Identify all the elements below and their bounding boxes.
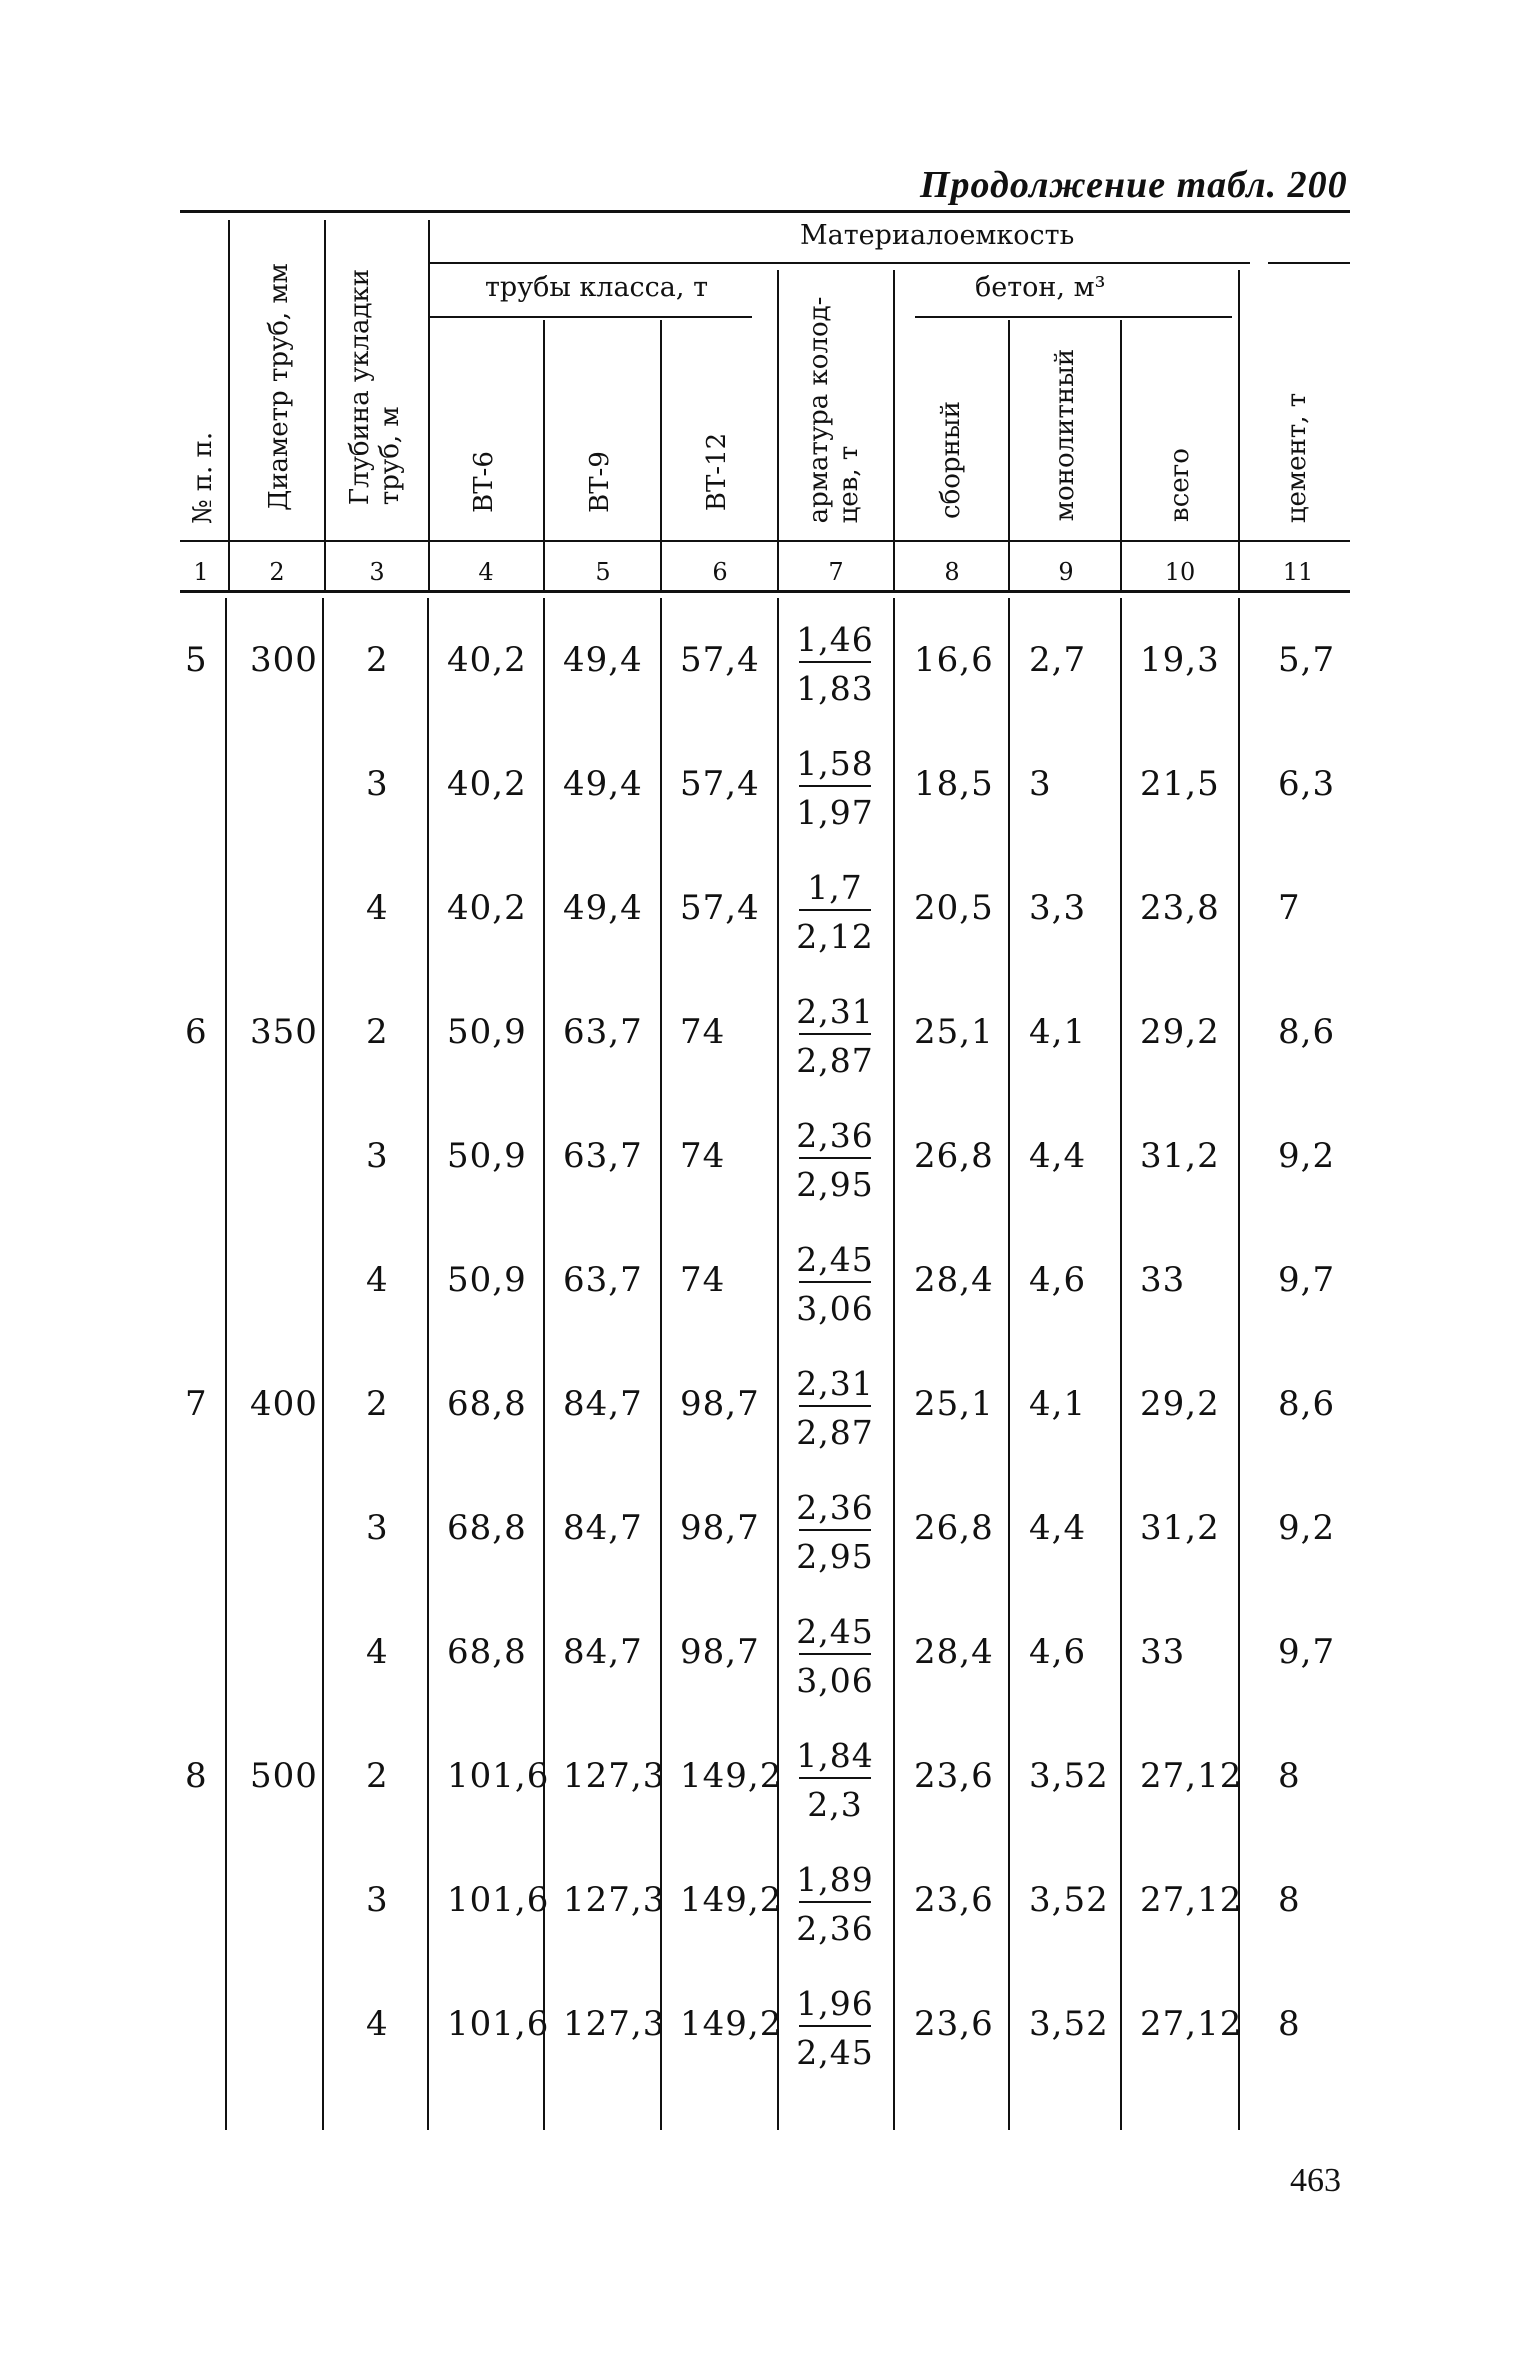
precast-value: 28,4 [914, 1632, 994, 1672]
total-value: 19,3 [1140, 640, 1220, 680]
rebar-fraction [795, 1736, 875, 1824]
rebar-top-value: 2,31 [796, 1364, 874, 1403]
header-pipes-class: трубы класса, т [485, 272, 709, 303]
rebar-fraction [795, 1860, 875, 1948]
bt12-value: 149,2 [680, 2004, 783, 2044]
precast-value: 18,5 [914, 764, 994, 804]
col-divider [1238, 270, 1240, 590]
depth-value: 2 [366, 1012, 389, 1052]
monolithic-value: 2,7 [1029, 640, 1087, 680]
pipe-diameter: 400 [250, 1384, 318, 1424]
cement-value: 9,7 [1278, 1632, 1336, 1672]
col-number: 5 [595, 558, 611, 586]
bt12-value: 98,7 [680, 1632, 760, 1672]
rebar-fraction [795, 1240, 875, 1328]
total-value: 29,2 [1140, 1012, 1220, 1052]
depth-value: 4 [366, 1632, 389, 1672]
col-divider [660, 320, 662, 590]
rebar-bottom-value: 3,06 [796, 1661, 874, 1700]
rebar-bottom-value: 2,87 [796, 1041, 874, 1080]
bt6-value: 50,9 [447, 1136, 527, 1176]
precast-value: 16,6 [914, 640, 994, 680]
rebar-fraction [795, 1364, 875, 1452]
col-divider [1120, 320, 1122, 590]
precast-value: 25,1 [914, 1384, 994, 1424]
cement-value: 8 [1278, 1756, 1301, 1796]
bt12-value: 57,4 [680, 640, 760, 680]
bt9-value: 84,7 [563, 1632, 643, 1672]
rebar-top-value: 1,58 [796, 744, 874, 783]
bt6-value: 101,6 [447, 1880, 550, 1920]
page-number: 463 [1290, 2162, 1341, 2199]
bt9-value: 49,4 [563, 888, 643, 928]
bt9-value: 84,7 [563, 1384, 643, 1424]
monolithic-value: 4,1 [1029, 1384, 1087, 1424]
header-total: всего [1165, 448, 1196, 522]
total-value: 27,12 [1140, 1880, 1243, 1920]
header-rebar: арматура колод- цев, т [804, 296, 864, 524]
depth-value: 3 [366, 1136, 389, 1176]
header-bottom-rule [180, 540, 1350, 542]
col-divider [777, 270, 779, 590]
precast-value: 28,4 [914, 1260, 994, 1300]
bt12-value: 74 [680, 1012, 726, 1052]
col-number: 6 [712, 558, 728, 586]
monolithic-value: 4,4 [1029, 1136, 1087, 1176]
rebar-fraction [795, 1116, 875, 1204]
bt12-value: 57,4 [680, 764, 760, 804]
col-divider [428, 220, 430, 590]
total-value: 27,12 [1140, 1756, 1243, 1796]
concrete-rule [915, 316, 1232, 318]
bt6-value: 101,6 [447, 1756, 550, 1796]
body-col-divider [225, 598, 227, 2130]
bt12-value: 74 [680, 1260, 726, 1300]
rebar-bottom-value: 2,12 [796, 917, 874, 956]
cement-value: 9,7 [1278, 1260, 1336, 1300]
depth-value: 2 [366, 1756, 389, 1796]
monolithic-value: 4,1 [1029, 1012, 1087, 1052]
bt9-value: 127,3 [563, 1880, 666, 1920]
cement-value: 8 [1278, 1880, 1301, 1920]
header-precast: сборный [936, 401, 967, 519]
rebar-top-value: 1,84 [796, 1736, 874, 1775]
header-bt12: ВТ-12 [702, 432, 733, 512]
bt9-value: 63,7 [563, 1260, 643, 1300]
col-divider [228, 220, 230, 590]
bt9-value: 127,3 [563, 1756, 666, 1796]
monolithic-value: 3,3 [1029, 888, 1087, 928]
materialoemkost-rule [430, 262, 1250, 264]
rebar-top-value: 1,46 [796, 620, 874, 659]
depth-value: 3 [366, 764, 389, 804]
col-divider [543, 320, 545, 590]
monolithic-value: 4,4 [1029, 1508, 1087, 1548]
col-divider [893, 270, 895, 590]
col-number: 11 [1282, 558, 1314, 586]
precast-value: 25,1 [914, 1012, 994, 1052]
total-value: 29,2 [1140, 1384, 1220, 1424]
cement-value: 5,7 [1278, 640, 1336, 680]
depth-value: 4 [366, 888, 389, 928]
depth-value: 3 [366, 1508, 389, 1548]
precast-value: 26,8 [914, 1136, 994, 1176]
bt6-value: 40,2 [447, 640, 527, 680]
total-value: 21,5 [1140, 764, 1220, 804]
col-number: 3 [369, 558, 385, 586]
rebar-bottom-value: 2,87 [796, 1413, 874, 1452]
col-number: 10 [1164, 558, 1196, 586]
cement-value: 8 [1278, 2004, 1301, 2044]
pipes-class-rule [430, 316, 752, 318]
pipe-diameter: 300 [250, 640, 318, 680]
depth-value: 4 [366, 2004, 389, 2044]
rebar-fraction [795, 868, 875, 956]
bt9-value: 49,4 [563, 640, 643, 680]
table-caption: Продолжение табл. 200 [920, 164, 1348, 206]
bt6-value: 68,8 [447, 1508, 527, 1548]
cement-value: 8,6 [1278, 1012, 1336, 1052]
rebar-fraction [795, 1984, 875, 2072]
pipe-diameter: 500 [250, 1756, 318, 1796]
table-top-rule [180, 210, 1350, 213]
bt12-value: 74 [680, 1136, 726, 1176]
header-depth: Глубина укладки труб, м [345, 268, 405, 506]
precast-value: 23,6 [914, 2004, 994, 2044]
bt12-value: 57,4 [680, 888, 760, 928]
total-value: 31,2 [1140, 1508, 1220, 1548]
rebar-top-value: 1,89 [796, 1860, 874, 1899]
precast-value: 20,5 [914, 888, 994, 928]
rebar-fraction [795, 992, 875, 1080]
rebar-bottom-value: 2,45 [796, 2033, 874, 2072]
bt6-value: 40,2 [447, 888, 527, 928]
body-col-divider [893, 598, 895, 2130]
precast-value: 23,6 [914, 1756, 994, 1796]
bt12-value: 98,7 [680, 1508, 760, 1548]
depth-value: 2 [366, 1384, 389, 1424]
precast-value: 26,8 [914, 1508, 994, 1548]
bt12-value: 149,2 [680, 1880, 783, 1920]
monolithic-value: 3,52 [1029, 2004, 1109, 2044]
cement-value: 8,6 [1278, 1384, 1336, 1424]
rebar-bottom-value: 2,36 [796, 1909, 874, 1948]
bt6-value: 50,9 [447, 1260, 527, 1300]
rebar-bottom-value: 2,95 [796, 1537, 874, 1576]
bt12-value: 98,7 [680, 1384, 760, 1424]
rebar-fraction [795, 1488, 875, 1576]
rebar-fraction [795, 620, 875, 708]
header-materialoemkost: Материалоемкость [800, 220, 1075, 251]
rebar-top-value: 2,45 [796, 1240, 874, 1279]
rebar-bottom-value: 2,3 [807, 1785, 863, 1824]
total-value: 33 [1140, 1260, 1186, 1300]
col-number: 2 [269, 558, 285, 586]
bt9-value: 63,7 [563, 1012, 643, 1052]
header-concrete: бетон, м³ [975, 272, 1106, 303]
rebar-top-value: 2,45 [796, 1612, 874, 1651]
monolithic-value: 3 [1029, 764, 1052, 804]
rebar-top-value: 2,36 [796, 1488, 874, 1527]
rebar-top-value: 2,36 [796, 1116, 874, 1155]
bt9-value: 63,7 [563, 1136, 643, 1176]
colnum-bottom-rule [180, 590, 1350, 593]
row-number: 6 [185, 1012, 208, 1052]
col-divider [324, 220, 326, 590]
bt9-value: 49,4 [563, 764, 643, 804]
rebar-bottom-value: 1,97 [796, 793, 874, 832]
monolithic-value: 3,52 [1029, 1880, 1109, 1920]
cement-value: 7 [1278, 888, 1301, 928]
pipe-diameter: 350 [250, 1012, 318, 1052]
header-cement: цемент, т [1282, 392, 1313, 524]
row-number: 7 [185, 1384, 208, 1424]
header-bt9: ВТ-9 [585, 451, 616, 513]
col-number: 7 [828, 558, 844, 586]
col-number: 8 [944, 558, 960, 586]
bt9-value: 84,7 [563, 1508, 643, 1548]
body-col-divider [1008, 598, 1010, 2130]
bt6-value: 50,9 [447, 1012, 527, 1052]
body-col-divider [322, 598, 324, 2130]
body-col-divider [427, 598, 429, 2130]
bt6-value: 40,2 [447, 764, 527, 804]
precast-value: 23,6 [914, 1880, 994, 1920]
bt12-value: 149,2 [680, 1756, 783, 1796]
rebar-top-value: 1,96 [796, 1984, 874, 2023]
header-diameter: Диаметр труб, мм [264, 263, 295, 511]
rebar-top-value: 1,7 [807, 868, 863, 907]
row-number: 5 [185, 640, 208, 680]
depth-value: 4 [366, 1260, 389, 1300]
rebar-fraction [795, 1612, 875, 1700]
depth-value: 2 [366, 640, 389, 680]
header-monolithic: монолитный [1050, 348, 1081, 522]
bt6-value: 68,8 [447, 1384, 527, 1424]
rebar-bottom-value: 1,83 [796, 669, 874, 708]
header-n: № п. п. [188, 431, 219, 525]
total-value: 27,12 [1140, 2004, 1243, 2044]
col-number: 1 [193, 558, 209, 586]
bt6-value: 68,8 [447, 1632, 527, 1672]
total-value: 23,8 [1140, 888, 1220, 928]
rebar-top-value: 2,31 [796, 992, 874, 1031]
header-bt6: ВТ-6 [469, 451, 500, 513]
depth-value: 3 [366, 1880, 389, 1920]
rebar-fraction [795, 744, 875, 832]
total-value: 33 [1140, 1632, 1186, 1672]
cement-value: 9,2 [1278, 1136, 1336, 1176]
cement-value: 6,3 [1278, 764, 1336, 804]
row-number: 8 [185, 1756, 208, 1796]
body-col-divider [1120, 598, 1122, 2130]
rebar-bottom-value: 2,95 [796, 1165, 874, 1204]
monolithic-value: 4,6 [1029, 1632, 1087, 1672]
monolithic-value: 3,52 [1029, 1756, 1109, 1796]
bt6-value: 101,6 [447, 2004, 550, 2044]
cement-value: 9,2 [1278, 1508, 1336, 1548]
total-value: 31,2 [1140, 1136, 1220, 1176]
col-number: 9 [1058, 558, 1074, 586]
rebar-bottom-value: 3,06 [796, 1289, 874, 1328]
cement-top-rule [1268, 262, 1350, 264]
col-divider [1008, 320, 1010, 590]
monolithic-value: 4,6 [1029, 1260, 1087, 1300]
col-number: 4 [478, 558, 494, 586]
bt9-value: 127,3 [563, 2004, 666, 2044]
